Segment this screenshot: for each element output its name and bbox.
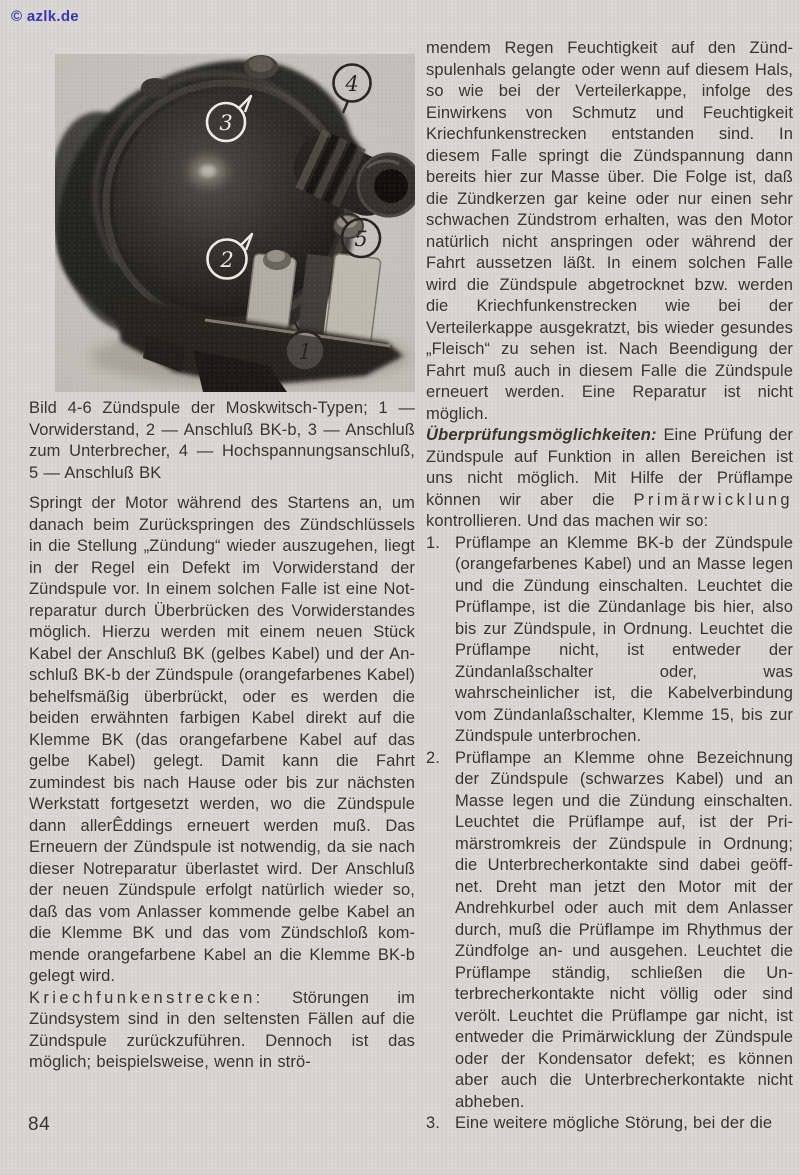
list-item-2-number: 2. [426, 748, 440, 767]
list-item-1-text: Prüflampe an Klemme BK-b der Zündspule (orangefarbenes Kabel) und an Masse legen und die Zündung einschalten. Leuchtet die Prüflampe, ist die Zündanlage bis hier, also bis zur Zündspule, in Ordnung. Leuchtet die Prüflampe nicht, ist entweder der Zündanlaßschalter oder, was wahrscheinlicher ist, die Kabelverbindung vom Zündanlaßschalter, Klemme 15, bis zur Zündspule unterbrochen. [455, 533, 793, 745]
callout-5-number: 5 [354, 227, 368, 251]
list-item-2-text: Prüflampe an Klemme ohne Bezeichnung der Zündspule (schwarzes Kabel) und an Masse legen und die Zündung einschalten. Leuchtet die Prüflampe auf, ist der Primärstromkreis der Zündspule in Ordnung; die Unterbrecherkontakte sind dabei geöffnet. Dreht man jetzt den Motor mit der Andrehkurbel oder auch mit dem Anlasser durch, muß die Prüflampe im Rhythmus der Zündfolge an- und ausgehen. Leuchtet die Prüflampe ständig, schließen die Unterbrecherkontakte nicht völlig oder sind verölt. Leuchtet die Prüflampe gar nicht, ist entweder die Primärwicklung der Zündspule oder der Kondensator defekt; es können aber auch die Unterbrecherkontakte nicht abheben. [455, 748, 793, 1111]
left-column [29, 398, 415, 1074]
list-item-1 [426, 533, 793, 748]
figure-caption: Bild 4-6 Zündspule der Moskwitsch-Typen; 1 — Vorwiderstand, 2 — Anschluß BK-b, 3 — Anschluß zum Unterbrecher, 4 — Hochspannungsanschluß, 5 — Anschluß BK [29, 399, 415, 482]
list-item-3-text: Eine weitere mögliche Störung, bei der die [455, 1114, 773, 1132]
right-column [426, 38, 793, 1135]
list-item-3 [426, 1113, 793, 1135]
kriechfunkenstrecken-lead: Kriechfunkenstrecken: [29, 988, 264, 1007]
right-paragraph-1: mendem Regen Feuchtigkeit auf den Zündspulenhals gelangte oder wenn auf diesem Hals, so wie bei der Verteilerkappe, infolge des Einwirkens von Schmutz und Feuchtigkeit Kriechfunkenstrecken entstanden sind. In diesem Falle springt die Zündspannung dann bereits hier zur Masse über. Die Folge ist, daß die Zündkerzen gar keine oder nur einen sehr schwachen Zündstrom erhalten, was den Motor natürlich nicht anspringen oder während der Fahrt aussetzen läßt. In einem solchen Falle wird die Zündspule abgetrocknet bzw. werden die Kriechfunkenstrecken wie bei der Verteilerkappe ausgekratzt, bis wieder gesundes „Fleisch“ zu sehen ist. Nach Beendigung der Fahrt muß auch in diesem Falle die Zündspule erneuert werden. Eine Reparatur ist nicht möglich. [426, 39, 793, 423]
site-watermark: © azlk.de [11, 8, 79, 25]
section-heading-ueberpruefungsmoeglichkeiten: Überprüfungsmöglichkeiten: [426, 426, 657, 444]
left-paragraph-2 [29, 988, 415, 1074]
intro-text-pre: Eine Prüfung der Zündspule auf Funktion in allen Bereichen ist uns nicht möglich. Mit Hilfe der Prüflampe können wir aber die [426, 426, 793, 509]
primaerwicklung-spaced: Primärwicklung [633, 490, 793, 509]
callout-2-number: 2 [220, 248, 234, 272]
callout-3-number: 3 [219, 111, 233, 135]
list-item-2 [426, 748, 793, 1114]
page-number: 84 [28, 1114, 51, 1135]
intro-text-post: kontrollieren. Und das machen wir so: [426, 512, 709, 530]
left-paragraph-2-text: Störungen im Zündsystem sind in den seltensten Fällen auf die Zündspule zurückzuführen. Dennoch ist das möglich; beispielsweise, wenn in strö- [29, 988, 415, 1071]
right-paragraph-2 [426, 425, 793, 533]
list-item-1-number: 1. [426, 533, 440, 552]
list-item-3-number: 3. [426, 1114, 440, 1132]
figure-photo-ignition-coil [55, 54, 415, 392]
callout-4-number: 4 [345, 72, 359, 96]
left-paragraph-1: Springt der Motor während des Startens an, um danach beim Zurückspringen des Zündschlüssels in die Stellung „Zündung“ wieder auszugehen, liegt in der Regel ein Defekt im Vorwiderstand der Zündspule vor. In einem solchen Falle ist eine Notreparatur durch Überbrücken des Vorwiderstandes möglich. Hierzu werden mit einem neuen Stück Kabel der Anschluß BK (gelbes Kabel) und der Anschluß BK-b der Zündspule (orangefarbenes Kabel) behelfsmäßig überbrückt, oder es werden die beiden erwähnten farbigen Kabel direkt auf die Klemme BK (das orangefarbene Kabel auf das gelbe Kabel) gelegt. Damit kann die Fahrt zumindest bis nach Hause oder bis zur nächsten Werkstatt fortgesetzt werden, wo die Zündspule dann allerÊddings erneuert werden muß. Das Erneuern der Zündspule ist notwendig, da sie nach dieser Notreparatur überlastet wird. Der Anschluß der neuen Zündspule erfolgt natürlich wieder so, daß das vom Anlasser kommende gelbe Kabel an die Klemme BK und das vom Zündschloß kommende orangefarbene Kabel an die Klemme BK-b gelegt wird. [29, 494, 415, 985]
callout-1-number: 1 [298, 340, 312, 364]
